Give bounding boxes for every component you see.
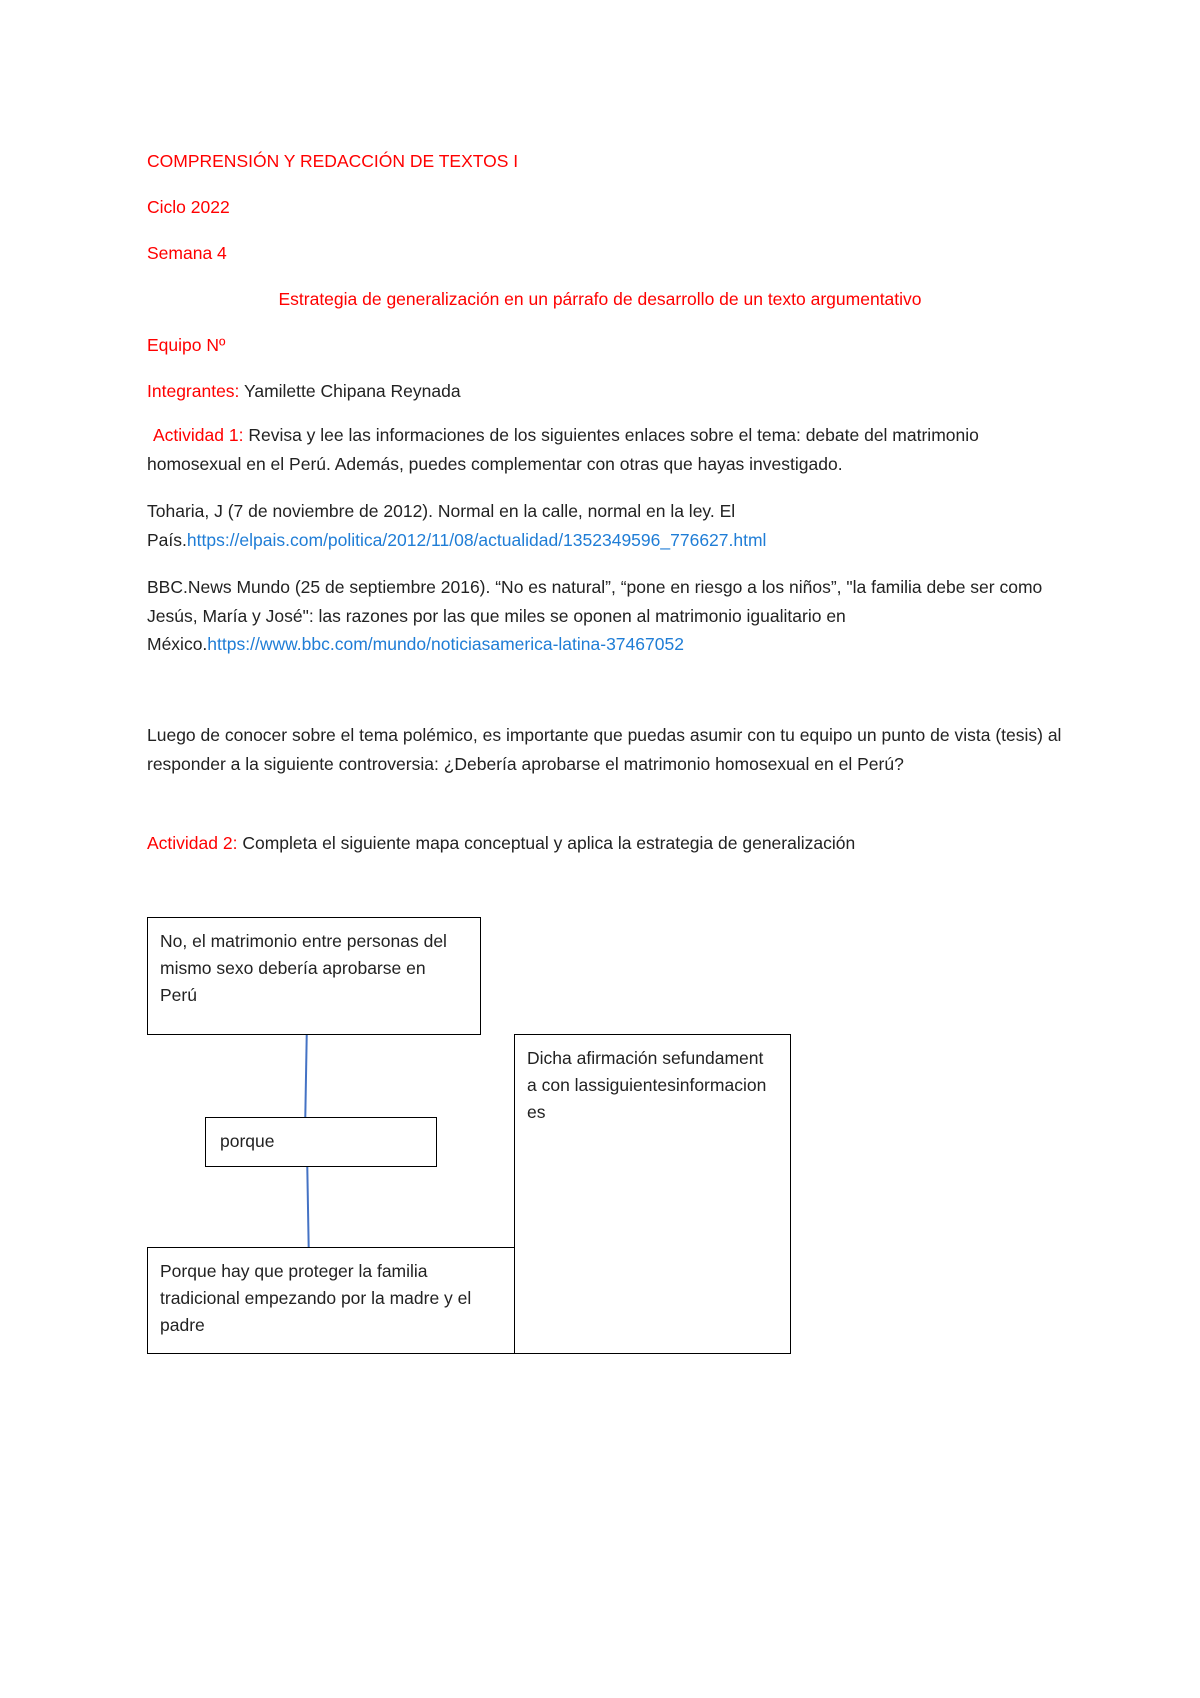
activity2-label: Actividad 2: (147, 833, 238, 853)
reference-2 (147, 573, 1067, 659)
activity1-paragraph (147, 421, 1067, 478)
reason-box (147, 1247, 515, 1354)
activity2-line (147, 829, 855, 857)
members-line (147, 377, 461, 405)
reference-2-text: BBC.News Mundo (25 de septiembre 2016). “No es natural”, “pone en riesgo a los niños”, "la familia debe ser como Jesús, María y José": las razones por las que miles se oponen al matrimonio igualitario en México. (147, 577, 1043, 654)
page-title: Estrategia de generalización en un párrafo de desarrollo de un texto argumentativo (278, 289, 922, 309)
members-value: Yamilette Chipana Reynada (239, 381, 461, 401)
support-box (514, 1034, 791, 1354)
team-label: Equipo Nº (147, 335, 226, 355)
reference-1-text: Toharia, J (7 de noviembre de 2012). Normal en la calle, normal en la ley. El País. (147, 501, 736, 550)
week-label: Semana 4 (147, 243, 227, 263)
porque-box (205, 1117, 437, 1167)
support-text: Dicha afirmación sefundamenta con lassiguientesinformaciones (527, 1048, 767, 1122)
cycle-label: Ciclo 2022 (147, 197, 230, 217)
porque-text: porque (220, 1131, 275, 1151)
reference-1-link[interactable]: https://elpais.com/politica/2012/11/08/actualidad/1352349596_776627.html (186, 529, 767, 550)
thesis-box (147, 917, 481, 1035)
intro-paragraph: Luego de conocer sobre el tema polémico, es importante que puedas asumir con tu equipo un punto de vista (tesis) al responder a la siguiente controversia: ¿Debería aprobarse el matrimonio homosexual en el Perú? (147, 725, 1062, 774)
activity1-text: Revisa y lee las informaciones de los siguientes enlaces sobre el tema: debate del matrimonio homosexual en el Perú. Además, puedes complementar con otras que hayas investigado. (147, 425, 979, 474)
reason-text: Porque hay que proteger la familia tradicional empezando por la madre y el padre (160, 1261, 472, 1335)
reference-1 (147, 497, 847, 554)
course-title: COMPRENSIÓN Y REDACCIÓN DE TEXTOS I (147, 151, 519, 171)
members-label: Integrantes: (147, 381, 240, 401)
connector-line-bottom (306, 1167, 309, 1249)
activity2-text: Completa el siguiente mapa conceptual y aplica la estrategia de generalización (237, 833, 856, 853)
reference-2-link[interactable]: https://www.bbc.com/mundo/noticiasamerica-latina-37467052 (207, 634, 684, 654)
activity1-label: Actividad 1: (153, 425, 244, 445)
connector-line-top (304, 1035, 307, 1118)
thesis-text: No, el matrimonio entre personas del mismo sexo debería aprobarse en Perú (160, 931, 447, 1005)
